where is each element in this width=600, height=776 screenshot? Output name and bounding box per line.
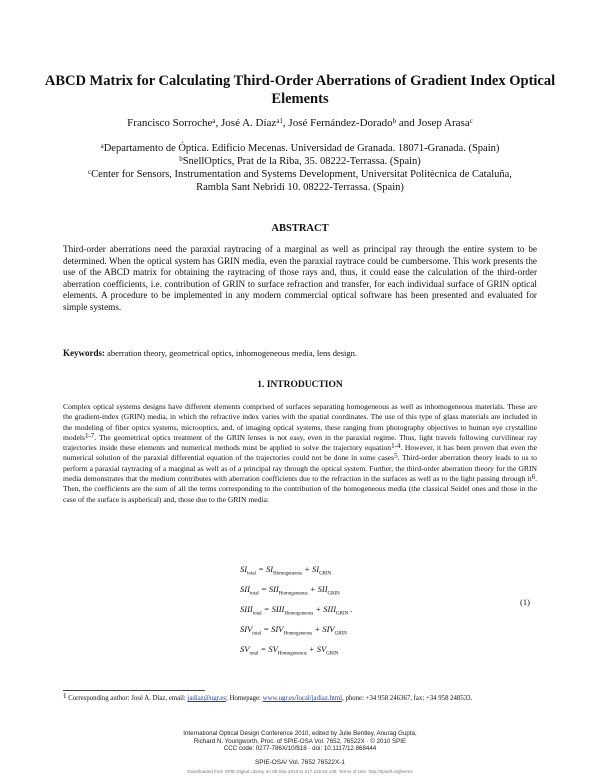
section-heading-introduction: 1. INTRODUCTION	[257, 380, 343, 390]
equation-line: $SI_{total} = SI_{Homogeneous} + SI_{GRIN}$	[240, 564, 332, 577]
equation-block	[240, 562, 440, 662]
email-link[interactable]: jadiaz@ugr.es	[187, 695, 227, 702]
paper-title: ABCD Matrix for Calculating Third-Order Aberrations of Gradient Index Optical Elements	[44, 73, 556, 107]
keywords-list: aberration theory, geometrical optics, inhomogeneous media, lens design.	[107, 348, 358, 358]
equation-line: $SII_{total} = SII_{Homogeneous} + SII_{GRIN}$	[240, 583, 340, 597]
author-name: Francisco Sorroche	[127, 117, 213, 129]
author-affil-mark: b	[392, 117, 397, 125]
affiliations	[40, 142, 560, 194]
download-notice: Downloaded from SPIE Digital Library on 09 Sep 2010 to 217.216.83.149. Terms of Use: http://spiedl.org/terms	[187, 769, 413, 774]
equation-line: $SIV_{total} = SIV_{Homogeneous} + SIV_{GRIN}$	[240, 623, 347, 637]
introduction-body: Complex optical systems designs have different elements comprised of surfaces separating homogeneous as well as inhomogeneous materials. These are the gradient-index (GRIN) media, in which the refractive index varies with the spatial coordinates. The use of this type of glass materials are included in the modeling of fiber optics systems, microoptics, and, of imaging optical systems, these ranging from photography objectives to human eye crystalline models$^{1-7}$. The geometrical optics treatment of the GRIN lenses is not easy, even in the paraxial regime. Thus, light travels following curvilinear ray trajectories inside these elements and numerical methods must be applied to solve the trajectory equation$^{1-4}$. However, it has been proven that even the numerical solution of the paraxial differential equation of the trajectories could not be done in some cases$^5$. Third-order aberration theory leads to us to perform a paraxial raytracing of a marginal as well as of a principal ray through the optical system. Further, the third-order aberration theory for the GRIN media demonstrates that the medium contributes with aberration coefficients due to the refraction in the surfaces as well as to the light passing through $it^6$. Then, the coefficients are the sum of all the terms corresponding to the contribution of the homogeneous media (the classical Seidel ones and those in the case of the surface is aspherical) and, those due to the GRIN media:	[63, 402, 537, 504]
author-name: José A. Díaz	[221, 117, 277, 129]
author-affil-mark: c	[469, 117, 473, 125]
citation: 1-4	[391, 442, 401, 451]
footnote-divider	[63, 690, 205, 691]
homepage-link[interactable]: www.ugr.es/local/jadiaz.html	[262, 695, 343, 702]
equation-number: (1)	[520, 597, 530, 607]
citation: 1-7	[84, 431, 95, 440]
page-identifier: SPIE-OSA/ Vol. 7652 76522X-1	[255, 759, 345, 766]
keywords-label: Keywords:	[63, 348, 105, 358]
affiliation-a: $^a$Departamento de Óptica. Edificio Mecenas. Universidad de Granada. 18071-Granada. (Spain)	[100, 142, 500, 154]
abstract-body: Third-order aberrations need the paraxial raytracing of a marginal as well as principal ray through the entire system to be determined. When the optical system has GRIN media, even the paraxial raytrace could be cumbersome. This work presents the use of the ABCD matrix for obtaining the raytracing of those rays and, thus, it could ease the calculation of the third-order aberration coefficients, i.e. contribution of GRIN to surface refraction and transfer, for each individual surface of GRIN optical elements. A procedure to be implemented in any modern commercial optical software has been presented and evaluated for simple systems.	[63, 244, 537, 312]
abstract-heading: ABSTRACT	[271, 223, 329, 234]
affiliation-b: $^b$SnellOptics, Prat de la Riba, 35. 08222-Terrassa. (Spain)	[179, 155, 421, 167]
author-name: José Fernández-Dorado	[288, 117, 393, 129]
affiliation-c-cont: Rambla Sant Nebridi 10. 08222-Terrassa. (Spain)	[196, 182, 404, 193]
keywords	[63, 348, 537, 359]
conference-info: International Optical Design Conference 2010, edited by Julie Bentley, Anurag Gupta, Richard N. Youngworth, Proc. of SPIE-OSA Vol. 7652, 76522X · © 2010 SPIE CCC code: 0277-786X/10/$18 · doi: 10.1117/12.868444	[183, 730, 417, 752]
equation-line: $SIII_{total}$ = $SIII_{Homogeneous}$ + $SIII_{GRIN}$ .	[240, 603, 353, 617]
equation-line: $SV_{total} = SV_{Homogeneous} + SV_{GRIN}$	[240, 643, 339, 657]
author-affil-mark: a	[212, 117, 216, 125]
author-list: Francisco Sorroche$^a$, José A. Díaz$^{a1}$, José Fernández-Dorado$^b$ and Josep Arasa$^c$	[127, 117, 473, 129]
affiliation-c: $^c$Center for Sensors, Instrumentation and Systems Development, Universitat Politècnica de Cataluña,	[88, 168, 512, 180]
citation: 5	[394, 452, 398, 461]
citation: 6	[531, 473, 536, 482]
author-name: Josep Arasa	[417, 117, 470, 129]
footnote: $^1$ Corresponding author: José A. Díaz, email: jadiaz@ugr.es; Homepage: www.ugr.es/local/jadiaz.html, phone: +34 958 246367, fax: +34 958 248533.	[63, 692, 473, 702]
author-affil-mark: a1	[276, 117, 283, 125]
